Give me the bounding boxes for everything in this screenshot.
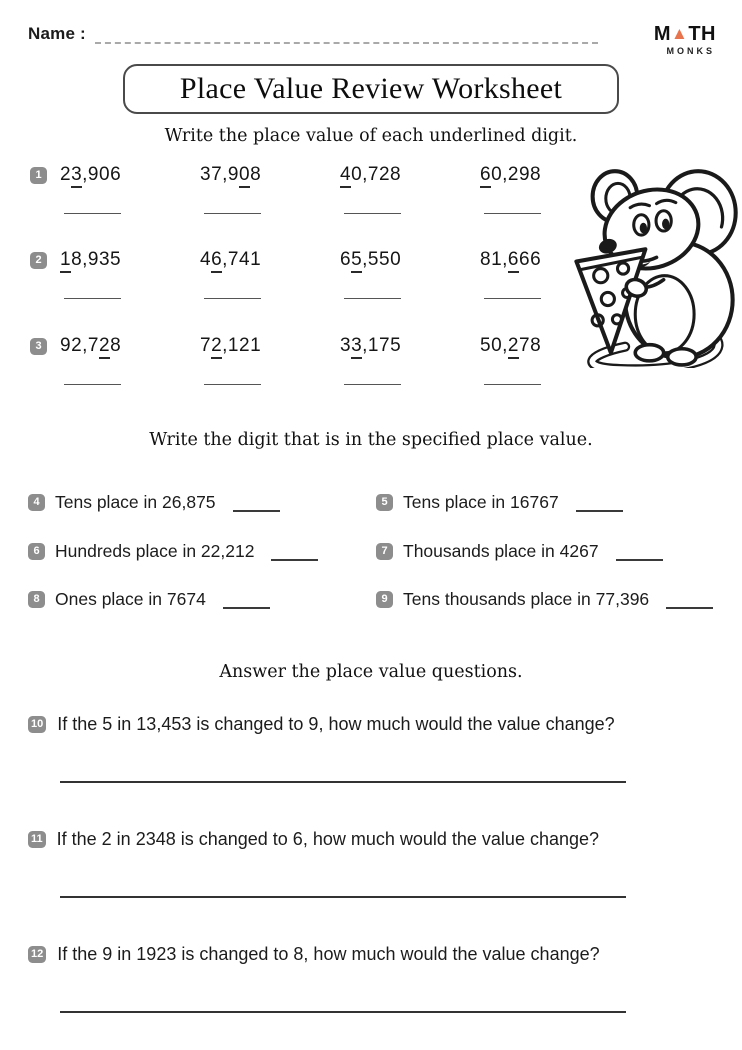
number-prefix: 81, xyxy=(480,249,508,270)
number-text xyxy=(60,335,180,357)
answer-line xyxy=(204,213,261,214)
number-suffix: 0,298 xyxy=(491,164,542,185)
underlined-number-cell xyxy=(60,335,180,385)
problem-number-badge: 11 xyxy=(28,831,46,848)
answer-line-long xyxy=(60,896,626,898)
underlined-digit: 3 xyxy=(71,164,82,188)
answer-blank xyxy=(666,594,713,609)
number-suffix: ,741 xyxy=(222,249,262,270)
logo-wordmark: M▲TH xyxy=(653,23,716,45)
place-value-row xyxy=(28,335,588,423)
problem-number-badge: 5 xyxy=(376,494,393,511)
number-prefix: 37,9 xyxy=(200,164,239,185)
problem-text: Tens place in 16767 xyxy=(403,492,559,512)
page-title: Place Value Review Worksheet xyxy=(179,72,563,105)
answer-line xyxy=(64,213,121,214)
underlined-digit: 2 xyxy=(508,335,519,359)
number-suffix: 8 xyxy=(250,164,262,185)
answer-line xyxy=(204,384,261,385)
problem-number-badge: 7 xyxy=(376,543,393,560)
problem-text: Ones place in 7674 xyxy=(55,589,206,609)
answer-blank xyxy=(271,546,318,561)
place-digit-problem xyxy=(28,541,318,562)
number-suffix: 8 xyxy=(110,335,122,356)
number-prefix: 4 xyxy=(200,249,212,270)
problem-number-badge: 9 xyxy=(376,591,393,608)
answer-blank xyxy=(576,497,623,512)
number-prefix: 50, xyxy=(480,335,508,356)
number-prefix: 7 xyxy=(200,335,212,356)
answer-line xyxy=(344,213,401,214)
underlined-number-cell xyxy=(60,249,180,299)
number-text xyxy=(340,164,460,186)
number-text xyxy=(340,249,460,271)
problem-number-badge: 3 xyxy=(30,338,47,355)
problem-number-badge: 8 xyxy=(28,591,45,608)
logo-triangle-icon: ▲ xyxy=(671,24,689,43)
number-suffix: ,550 xyxy=(362,249,402,270)
underlined-digit: 1 xyxy=(60,249,71,273)
number-text xyxy=(200,164,320,186)
number-text xyxy=(200,249,320,271)
problem-number-badge: 4 xyxy=(28,494,45,511)
place-digit-problem xyxy=(376,492,623,513)
number-prefix: 6 xyxy=(340,249,352,270)
number-prefix: 2 xyxy=(60,164,72,185)
answer-blank xyxy=(233,497,280,512)
problem-text: Hundreds place in 22,212 xyxy=(55,541,255,561)
number-text xyxy=(200,335,320,357)
number-suffix: ,121 xyxy=(222,335,262,356)
place-digit-problem xyxy=(376,589,713,610)
underlined-number-cell xyxy=(60,164,180,214)
problem-text: Tens thousands place in 77,396 xyxy=(403,589,650,609)
underlined-number-cell xyxy=(340,249,460,299)
answer-line-long xyxy=(60,781,626,783)
number-suffix: 78 xyxy=(519,335,542,356)
question-text: If the 2 in 2348 is changed to 6, how much would the value change? xyxy=(56,829,600,849)
answer-line xyxy=(344,384,401,385)
underlined-digit: 6 xyxy=(211,249,222,273)
logo-subtext: MONKS xyxy=(666,46,715,56)
underlined-digit: 0 xyxy=(239,164,250,188)
answer-line xyxy=(484,384,541,385)
problem-number-badge: 12 xyxy=(28,946,46,963)
underlined-number-cell xyxy=(340,164,460,214)
number-prefix: 3 xyxy=(340,335,352,356)
section1-heading: Write the place value of each underlined digit. xyxy=(164,126,578,146)
number-suffix: 66 xyxy=(519,249,542,270)
underlined-number-cell xyxy=(200,164,320,214)
number-prefix: 92,7 xyxy=(60,335,99,356)
underlined-number-cell xyxy=(200,335,320,385)
number-text xyxy=(60,249,180,271)
place-digit-problem xyxy=(28,492,280,513)
number-suffix: 8,935 xyxy=(71,249,122,270)
answer-line xyxy=(64,298,121,299)
underlined-digit: 2 xyxy=(211,335,222,359)
place-value-row xyxy=(28,249,588,337)
place-digit-problem xyxy=(376,541,663,562)
answer-line xyxy=(484,298,541,299)
problem-text: Thousands place in 4267 xyxy=(403,541,599,561)
number-text xyxy=(60,164,180,186)
underlined-number-cell xyxy=(200,249,320,299)
name-fill-line xyxy=(95,27,598,44)
question-text: If the 9 in 1923 is changed to 8, how much would the value change? xyxy=(57,944,600,964)
problem-number-badge: 2 xyxy=(30,252,47,269)
problem-text: Tens place in 26,875 xyxy=(55,492,216,512)
underlined-digit: 6 xyxy=(480,164,491,188)
name-row xyxy=(28,24,598,44)
problem-number-badge: 1 xyxy=(30,167,47,184)
section2-heading: Write the digit that is in the specified place value. xyxy=(149,430,593,450)
place-value-question xyxy=(28,944,708,965)
number-suffix: 0,728 xyxy=(351,164,402,185)
underlined-digit: 2 xyxy=(99,335,110,359)
worksheet-title-box xyxy=(123,64,619,114)
place-value-question xyxy=(28,714,708,735)
problem-number-badge: 6 xyxy=(28,543,45,560)
answer-line xyxy=(344,298,401,299)
number-suffix: ,906 xyxy=(82,164,122,185)
number-suffix: ,175 xyxy=(362,335,402,356)
name-label: Name : xyxy=(28,24,86,43)
underlined-digit: 4 xyxy=(340,164,351,188)
answer-line xyxy=(64,384,121,385)
number-text xyxy=(340,335,460,357)
mouse-cheese-illustration xyxy=(562,160,742,368)
place-value-row xyxy=(28,164,588,252)
underlined-digit: 5 xyxy=(351,249,362,273)
answer-line xyxy=(484,213,541,214)
underlined-digit: 6 xyxy=(508,249,519,273)
answer-blank xyxy=(616,546,663,561)
underlined-number-cell xyxy=(340,335,460,385)
answer-line xyxy=(204,298,261,299)
section3-heading: Answer the place value questions. xyxy=(219,662,523,682)
question-text: If the 5 in 13,453 is changed to 9, how much would the value change? xyxy=(57,714,615,734)
problem-number-badge: 10 xyxy=(28,716,46,733)
math-monks-logo xyxy=(654,24,716,56)
place-digit-problem xyxy=(28,589,270,610)
underlined-digit: 3 xyxy=(351,335,362,359)
answer-line-long xyxy=(60,1011,626,1013)
place-value-question xyxy=(28,829,708,850)
answer-blank xyxy=(223,594,270,609)
